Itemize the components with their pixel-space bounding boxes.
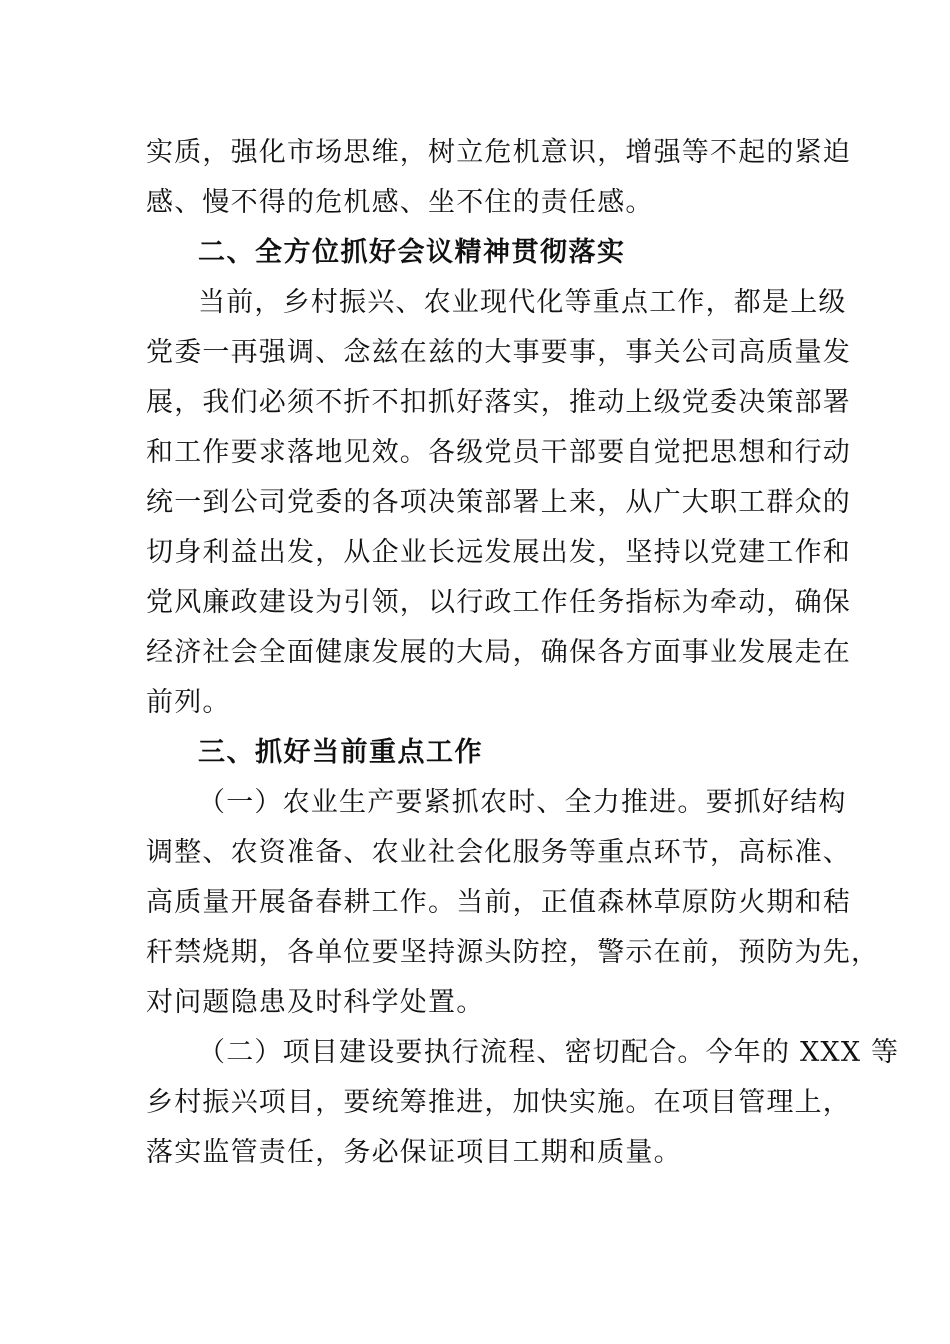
body-text-line: 展，我们必须不折不扣抓好落实，推动上级党委决策部署 [146,387,851,418]
body-text-line: 实质，强化市场思维，树立危机意识，增强等不起的紧迫 [146,137,851,168]
paragraph-first-line: （一）农业生产要紧抓农时、全力推进。要抓好结构 [198,787,847,818]
body-text-line: 落实监管责任，务必保证项目工期和质量。 [146,1137,682,1168]
body-text-line: 前列。 [146,687,231,718]
section-heading: 三、抓好当前重点工作 [198,737,483,768]
section-heading: 二、全方位抓好会议精神贯彻落实 [198,237,626,268]
body-text-line: 高质量开展备春耕工作。当前，正值森林草原防火期和秸 [146,887,851,918]
body-text-line: 和工作要求落地见效。各级党员干部要自觉把思想和行动 [146,437,851,468]
body-text-line: 感、慢不得的危机感、坐不住的责任感。 [146,187,654,218]
body-text-line: 调整、农资准备、农业社会化服务等重点环节，高标准、 [146,837,851,868]
body-text-line: 党风廉政建设为引领，以行政工作任务指标为牵动，确保 [146,587,851,618]
body-text-line: 乡村振兴项目，要统筹推进，加快实施。在项目管理上， [146,1087,851,1118]
body-text-line: 对问题隐患及时科学处置。 [146,987,485,1018]
body-text-line: 切身利益出发，从企业长远发展出发，坚持以党建工作和 [146,537,851,568]
paragraph-first-line: （二）项目建设要执行流程、密切配合。今年的 XXX 等 [198,1037,900,1068]
body-text-line: 党委一再强调、念兹在兹的大事要事，事关公司高质量发 [146,337,851,368]
body-text-line: 秆禁烧期，各单位要坚持源头防控，警示在前，预防为先， [146,937,880,968]
body-text-line: 统一到公司党委的各项决策部署上来，从广大职工群众的 [146,487,851,518]
body-text-line: 经济社会全面健康发展的大局，确保各方面事业发展走在 [146,637,851,668]
paragraph-first-line: 当前，乡村振兴、农业现代化等重点工作，都是上级 [198,287,847,318]
